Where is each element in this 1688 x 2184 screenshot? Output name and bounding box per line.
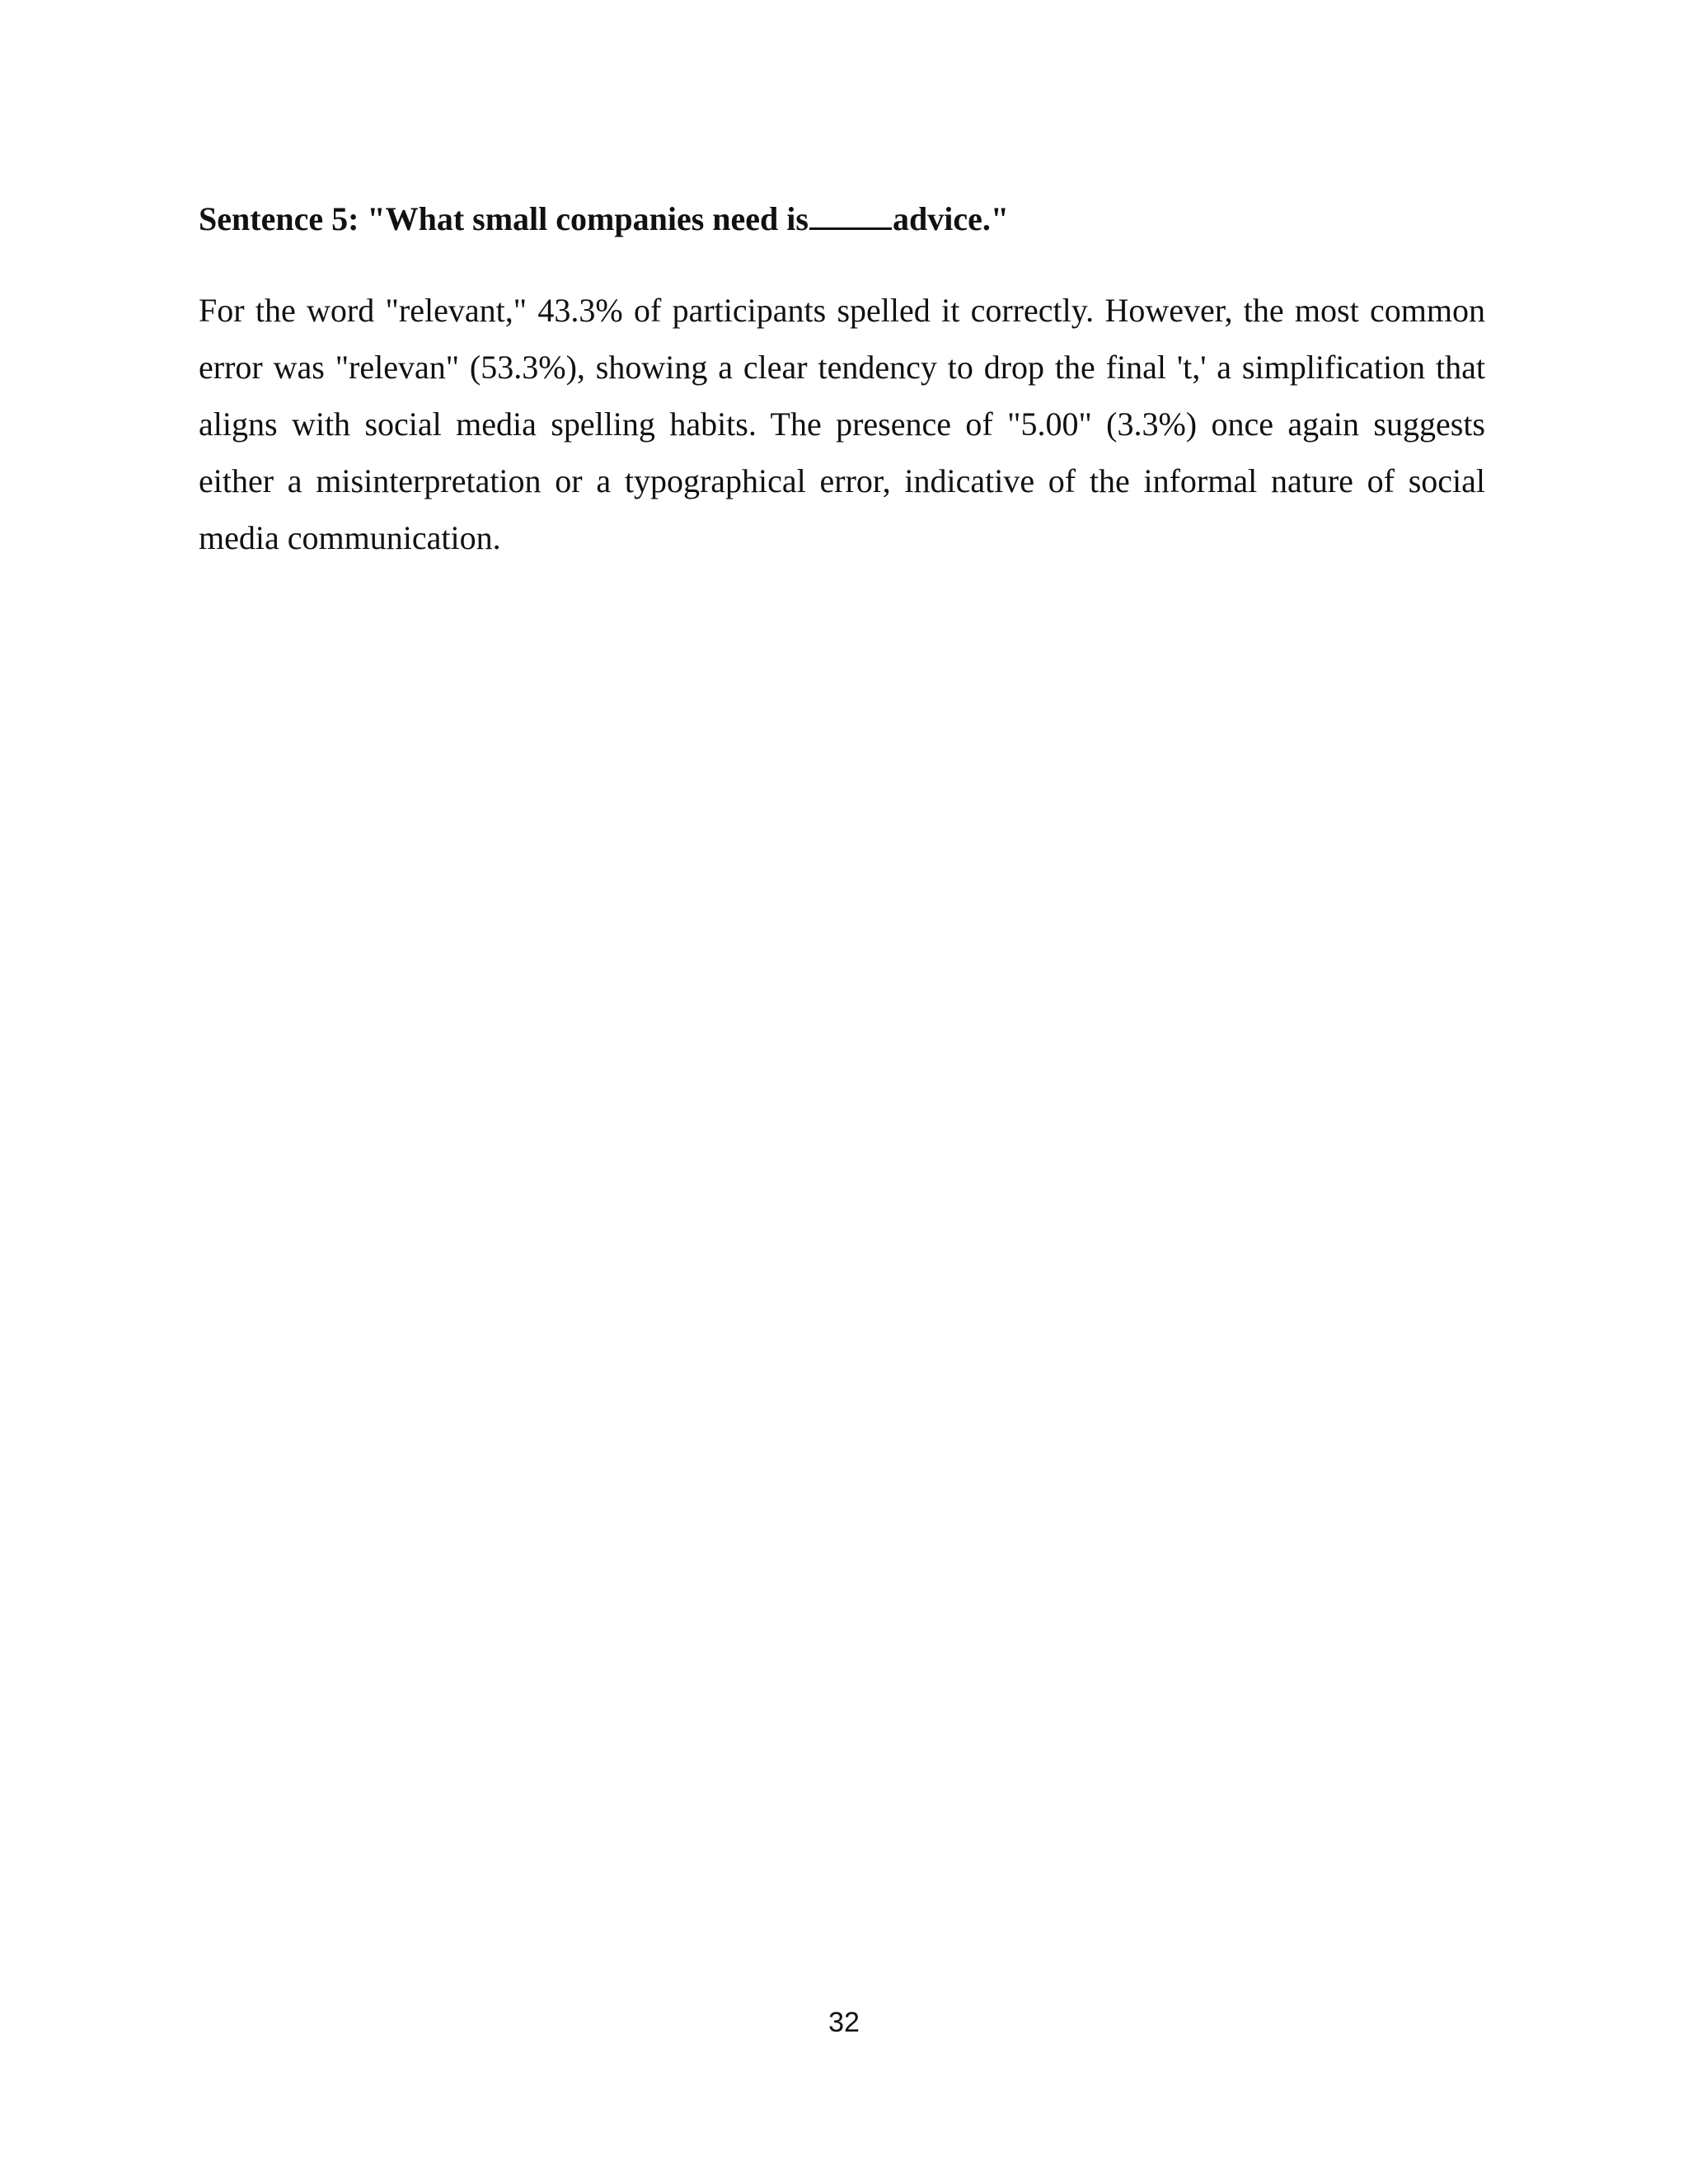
section-heading bbox=[199, 196, 1485, 242]
page-number: 32 bbox=[828, 2007, 860, 2038]
heading-suffix: advice." bbox=[892, 200, 1010, 237]
heading-prefix: Sentence 5: "What small companies need is bbox=[199, 200, 809, 237]
body-paragraph: For the word "relevant," 43.3% of participants spelled it correctly. However, the most common error was "relevan" (53.3%), showing a clear tendency to drop the final 't,' a simplification that aligns with social media spelling habits. The presence of "5.00" (3.3%) once again suggests either a misinterpretation or a typographical error, indicative of the informal nature of social media communication. bbox=[199, 292, 1485, 556]
page-content bbox=[199, 196, 1485, 566]
fill-in-blank bbox=[809, 227, 892, 230]
